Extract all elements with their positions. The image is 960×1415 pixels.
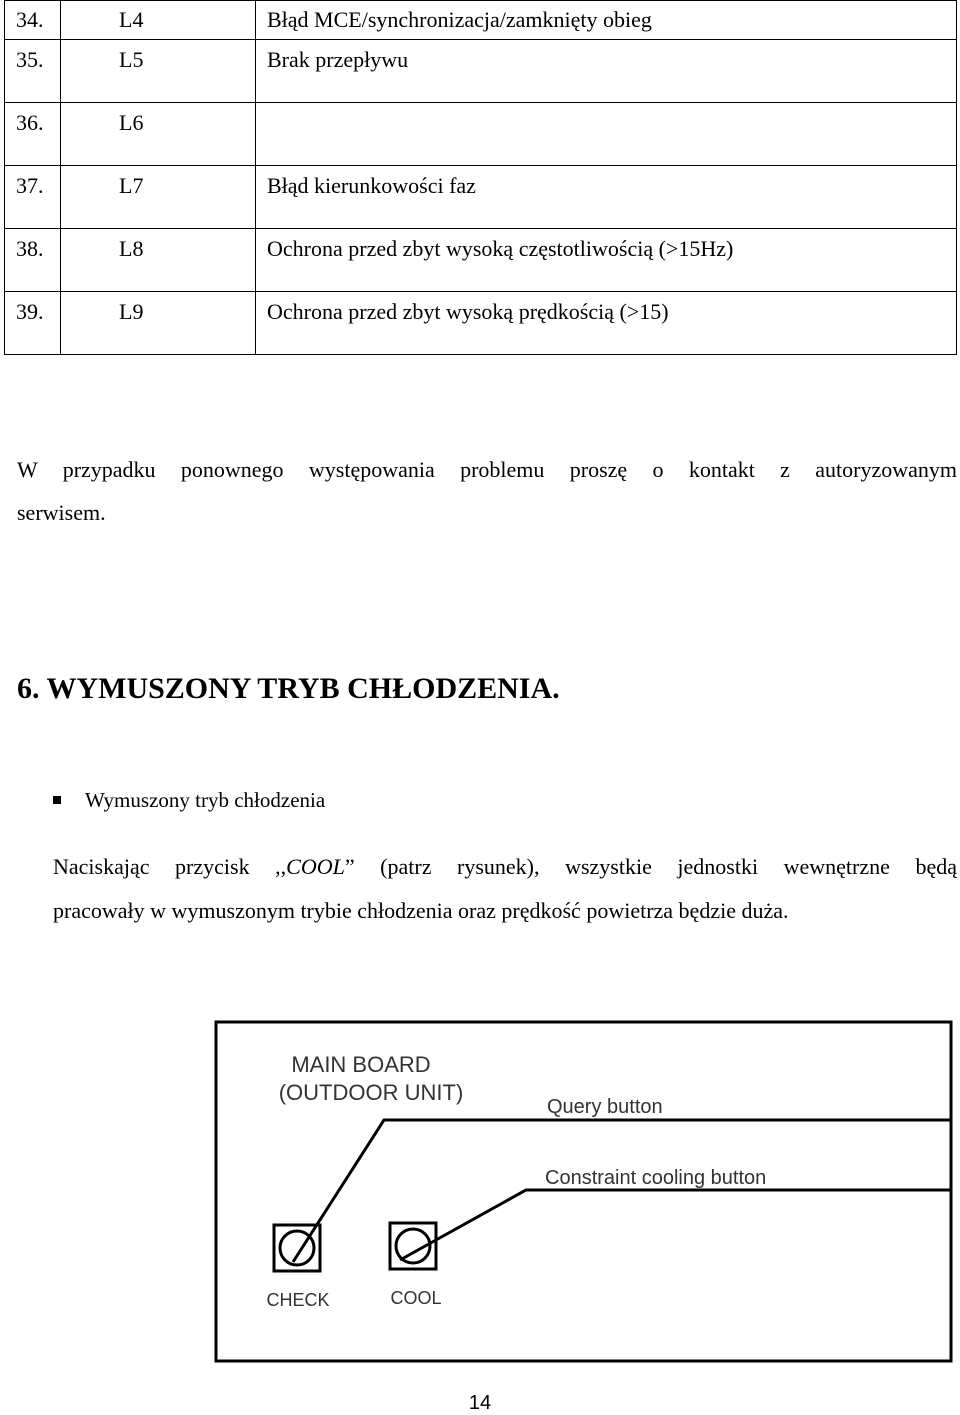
service-notice-line2: serwisem. xyxy=(17,500,106,525)
error-code: L5 xyxy=(61,40,256,103)
row-number: 35. xyxy=(5,40,61,103)
check-knob-icon xyxy=(280,1231,314,1265)
row-number: 34. xyxy=(5,1,61,40)
board-title-line2: (OUTDOOR UNIT) xyxy=(278,1080,464,1105)
error-description: Brak przepływu xyxy=(256,40,957,103)
square-bullet-icon xyxy=(53,796,61,804)
body-text-post: ” (patrz rysunek), wszystkie jednostki wewnętrzne będą xyxy=(344,854,957,879)
table-row xyxy=(5,229,957,292)
error-code: L4 xyxy=(61,1,256,40)
error-code: L7 xyxy=(61,166,256,229)
constraint-button-label: Constraint cooling button xyxy=(545,1167,767,1189)
bullet-item xyxy=(53,788,325,813)
table-row xyxy=(5,103,957,166)
error-code: L9 xyxy=(61,292,256,355)
table-row xyxy=(5,292,957,355)
table-row xyxy=(5,1,957,40)
section-body-line2: pracowały w wymuszonym trybie chłodzenia oraz prędkość powietrza będzie duża. xyxy=(53,898,789,923)
body-text-pre: Naciskając przycisk ,, xyxy=(53,854,287,879)
query-button-label: Query button xyxy=(547,1096,663,1118)
service-notice xyxy=(17,448,957,534)
service-notice-line1: W przypadku ponownego występowania problemu proszę o kontakt z autoryzowanym xyxy=(17,457,957,482)
table-row xyxy=(5,40,957,103)
error-code-table xyxy=(4,0,957,355)
main-board-diagram xyxy=(0,1000,960,1380)
bullet-text: Wymuszony tryb chłodzenia xyxy=(85,788,326,812)
row-number: 37. xyxy=(5,166,61,229)
error-description: Błąd kierunkowości faz xyxy=(256,166,957,229)
row-number: 39. xyxy=(5,292,61,355)
constraint-leader-line xyxy=(400,1190,951,1260)
section-body-line1 xyxy=(53,845,957,889)
row-number: 36. xyxy=(5,103,61,166)
error-description: Ochrona przed zbyt wysoką prędkością (>15) xyxy=(256,292,957,355)
error-description: Ochrona przed zbyt wysoką częstotliwością (>15Hz) xyxy=(256,229,957,292)
board-title-line1: MAIN BOARD xyxy=(291,1052,431,1077)
section-body xyxy=(53,845,957,933)
row-number: 38. xyxy=(5,229,61,292)
table-row xyxy=(5,166,957,229)
error-description: Błąd MCE/synchronizacja/zamknięty obieg xyxy=(256,1,957,40)
error-code: L8 xyxy=(61,229,256,292)
error-code: L6 xyxy=(61,103,256,166)
check-button-label: CHECK xyxy=(266,1290,330,1310)
page-number: 14 xyxy=(468,1392,492,1414)
cool-button-label: COOL xyxy=(390,1288,442,1308)
cool-word: COOL xyxy=(286,854,345,879)
error-description xyxy=(256,103,957,166)
section-heading: 6. WYMUSZONY TRYB CHŁODZENIA. xyxy=(17,672,560,705)
